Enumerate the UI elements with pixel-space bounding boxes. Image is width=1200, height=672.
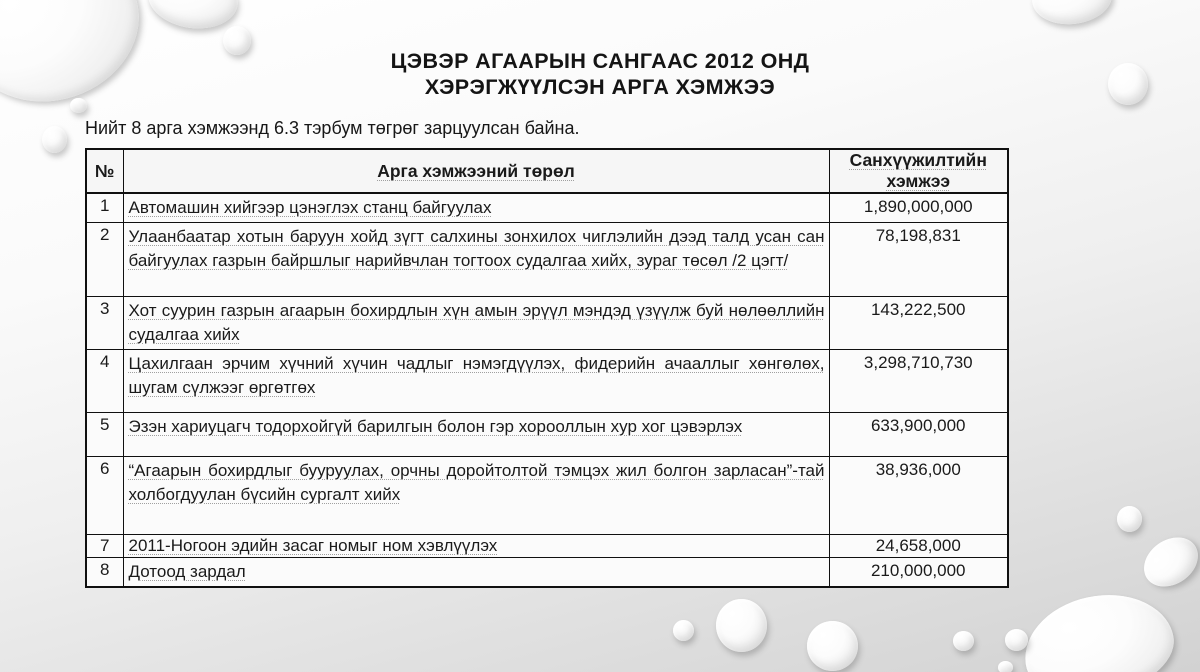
row-number: 8	[86, 558, 123, 588]
funding-amount: 633,900,000	[829, 413, 1008, 457]
table-row	[86, 350, 1008, 413]
table-row	[86, 457, 1008, 535]
water-droplet-decoration	[953, 631, 974, 651]
table-row	[86, 193, 1008, 223]
table-header-row	[86, 149, 1008, 193]
funding-amount: 1,890,000,000	[829, 193, 1008, 223]
water-droplet-decoration	[1117, 506, 1142, 532]
water-droplet-decoration	[70, 98, 87, 113]
measure-description: Дотоод зардал	[123, 558, 829, 588]
water-droplet-decoration	[1135, 527, 1200, 596]
measure-description: Цахилгаан эрчим хүчний хүчин чадлыг нэмэгдүүлэх, фидерийн ачааллыг хөнгөлөх, шугам сүлжээг өргөтгөх	[123, 350, 829, 413]
row-number: 6	[86, 457, 123, 535]
water-droplet-decoration	[998, 661, 1013, 672]
funding-amount: 78,198,831	[829, 223, 1008, 297]
water-droplet-decoration	[1030, 0, 1115, 28]
row-number: 4	[86, 350, 123, 413]
measure-description: Автомашин хийгээр цэнэглэх станц байгуулах	[123, 193, 829, 223]
water-droplet-decoration	[807, 621, 858, 671]
water-droplet-decoration	[673, 620, 694, 641]
measure-description: Хот суурин газрын агаарын бохирдлын хүн амын эрүүл мэндэд үзүүлж буй нөлөөллийн судалгаа хийх	[123, 297, 829, 350]
table-row	[86, 297, 1008, 350]
funding-amount: 38,936,000	[829, 457, 1008, 535]
funding-amount: 143,222,500	[829, 297, 1008, 350]
row-number: 3	[86, 297, 123, 350]
table-row	[86, 413, 1008, 457]
row-number: 7	[86, 535, 123, 558]
row-number: 1	[86, 193, 123, 223]
column-header-measure-type: Арга хэмжээний төрөл	[123, 149, 829, 193]
column-header-funding-amount: Санхүүжилтийн хэмжээ	[829, 149, 1008, 193]
table-row	[86, 558, 1008, 588]
slide-title-line2: ХЭРЭГЖҮҮЛСЭН АРГА ХЭМЖЭЭ	[424, 75, 776, 99]
measure-description: “Агаарын бохирдлыг бууруулах, орчны доройтолтой тэмцэх жил болгон зарласан”-тай холбогдуулан бүсийн сургалт хийх	[123, 457, 829, 535]
measure-description: 2011-Ногоон эдийн засаг номыг ном хэвлүүлэх	[123, 535, 829, 558]
funding-amount: 24,658,000	[829, 535, 1008, 558]
row-number: 5	[86, 413, 123, 457]
table-row	[86, 223, 1008, 297]
water-droplet-decoration	[1005, 629, 1028, 651]
table-row	[86, 535, 1008, 558]
slide-title	[0, 48, 1200, 100]
measure-description: Улаанбаатар хотын баруун хойд зүгт салхины зонхилох чиглэлийн дээд талд усан сан байгуулах газрын байршлыг нарийвчлан тогтоох судалгаа хийх, зураг төсөл /2 цэгт/	[123, 223, 829, 297]
column-header-number: №	[86, 149, 123, 193]
funding-table	[85, 148, 1009, 588]
slide-title-line1: ЦЭВЭР АГААРЫН САНГААС 2012 ОНД	[390, 49, 810, 73]
slide-subtitle: Нийт 8 арга хэмжээнд 6.3 тэрбум төгрөг зарцуулсан байна.	[85, 118, 580, 138]
water-droplet-decoration	[1018, 586, 1180, 672]
funding-amount: 210,000,000	[829, 558, 1008, 588]
water-droplet-decoration	[716, 599, 767, 652]
row-number: 2	[86, 223, 123, 297]
measure-description: Эзэн хариуцагч тодорхойгүй барилгын болон гэр хорооллын хур хог цэвэрлэх	[123, 413, 829, 457]
funding-amount: 3,298,710,730	[829, 350, 1008, 413]
water-droplet-decoration	[42, 126, 67, 153]
